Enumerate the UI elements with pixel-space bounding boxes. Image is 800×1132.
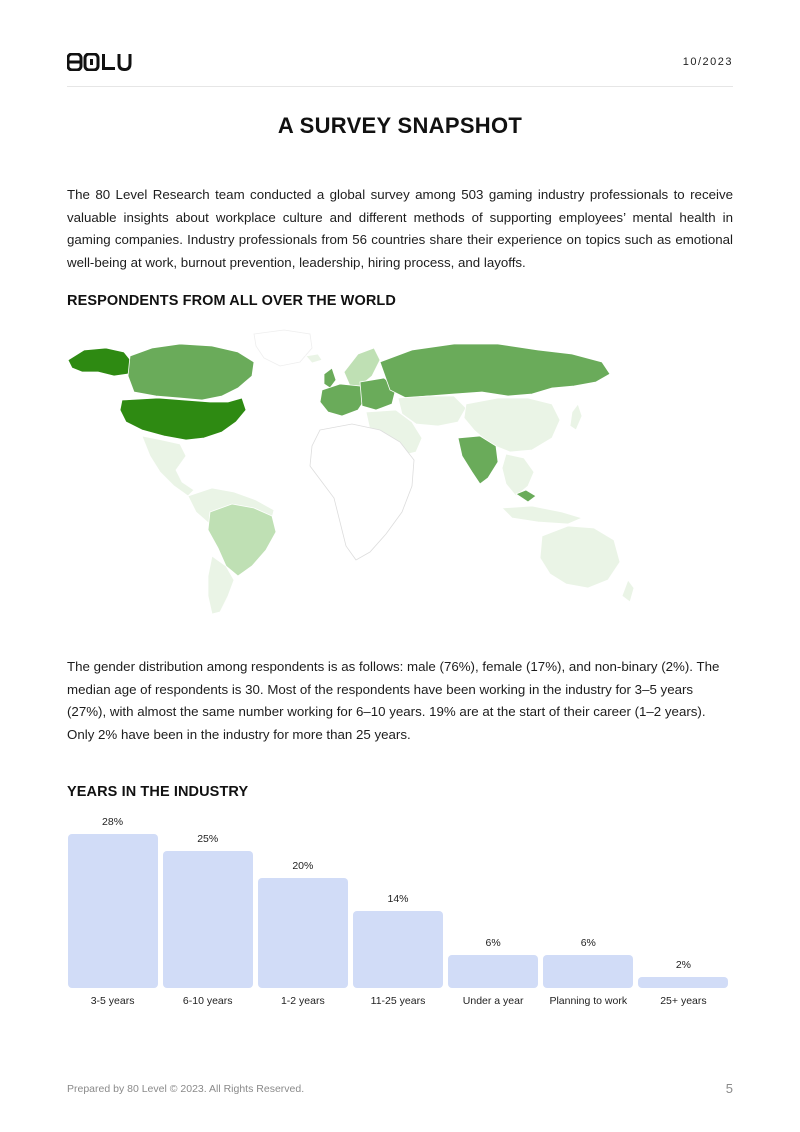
bar-value-label: 6% bbox=[485, 937, 501, 949]
category-label: 11-25 years bbox=[370, 995, 426, 1007]
region-africa bbox=[310, 424, 414, 560]
region-russia bbox=[380, 344, 610, 398]
region-greenland bbox=[254, 330, 312, 366]
bar-value-label: 14% bbox=[387, 893, 409, 905]
bar-25-years bbox=[638, 977, 728, 988]
bar-value-label: 2% bbox=[675, 959, 692, 971]
bar-value-label: 20% bbox=[292, 860, 314, 872]
bar-11-25-years bbox=[353, 911, 443, 988]
page-header bbox=[67, 50, 733, 87]
page-title: A SURVEY SNAPSHOT bbox=[277, 113, 523, 138]
region-mexico bbox=[142, 436, 194, 496]
bar-planning-to-work bbox=[543, 955, 633, 988]
bar-value-label: 28% bbox=[102, 816, 124, 828]
region-australia bbox=[540, 526, 620, 588]
page-number: 5 bbox=[725, 1081, 733, 1096]
region-india bbox=[458, 436, 498, 484]
category-label: 3-5 years bbox=[90, 995, 135, 1007]
category-label: 25+ years bbox=[660, 995, 707, 1007]
footer-copyright: Prepared by 80 Level © 2023. All Rights Reserved. bbox=[67, 1083, 305, 1095]
bar-3-5-years bbox=[68, 834, 158, 988]
logo-80lv-icon bbox=[67, 53, 133, 71]
map-section-heading: RESPONDENTS FROM ALL OVER THE WORLD bbox=[67, 293, 396, 309]
region-southeast-asia bbox=[502, 454, 534, 496]
region-alaska bbox=[68, 348, 132, 376]
region-indonesia bbox=[502, 506, 582, 524]
region-uk bbox=[324, 368, 336, 388]
category-label: 1-2 years bbox=[280, 995, 325, 1007]
region-western-europe bbox=[320, 384, 366, 416]
bar-6-10-years bbox=[163, 851, 253, 989]
years-section-heading: YEARS IN THE INDUSTRY bbox=[67, 784, 249, 800]
region-usa bbox=[120, 398, 246, 440]
region-canada bbox=[128, 344, 254, 400]
region-japan bbox=[570, 404, 582, 430]
region-iceland bbox=[306, 354, 322, 363]
bar-1-2-years bbox=[258, 878, 348, 988]
category-label: Under a year bbox=[462, 995, 524, 1007]
demographics-paragraph: The gender distribution among respondents is as follows: male (76%), female (17%), and non-binary (2%). The median age of respondents is 30. Most of the respondents have been working in the industry for 3–5 years (27%), with almost the same number working for 6–10 years. 19% are at the start of their career (1–2 years). Only 2% have been in the industry for more than 25 years. bbox=[67, 659, 720, 742]
report-date: 10/2023 bbox=[682, 56, 733, 68]
world-map bbox=[62, 326, 642, 618]
bar-under-a-year bbox=[448, 955, 538, 988]
category-label: Planning to work bbox=[549, 995, 628, 1007]
bar-value-label: 6% bbox=[580, 937, 596, 949]
category-label: 6-10 years bbox=[182, 995, 233, 1007]
region-new-zealand bbox=[622, 580, 634, 602]
brand-logo[interactable] bbox=[67, 52, 133, 72]
intro-paragraph: The 80 Level Research team conducted a global survey among 503 gaming industry professionals to receive valuable insights about workplace culture and different methods of supporting employees’ mental health in gaming companies. Industry professionals from 56 countries share their experience on topics such as emotional well-being at work, burnout prevention, leadership, hiring process, and layoffs. bbox=[67, 187, 733, 270]
years-bar-chart bbox=[67, 812, 733, 1012]
bar-value-label: 25% bbox=[197, 832, 219, 845]
